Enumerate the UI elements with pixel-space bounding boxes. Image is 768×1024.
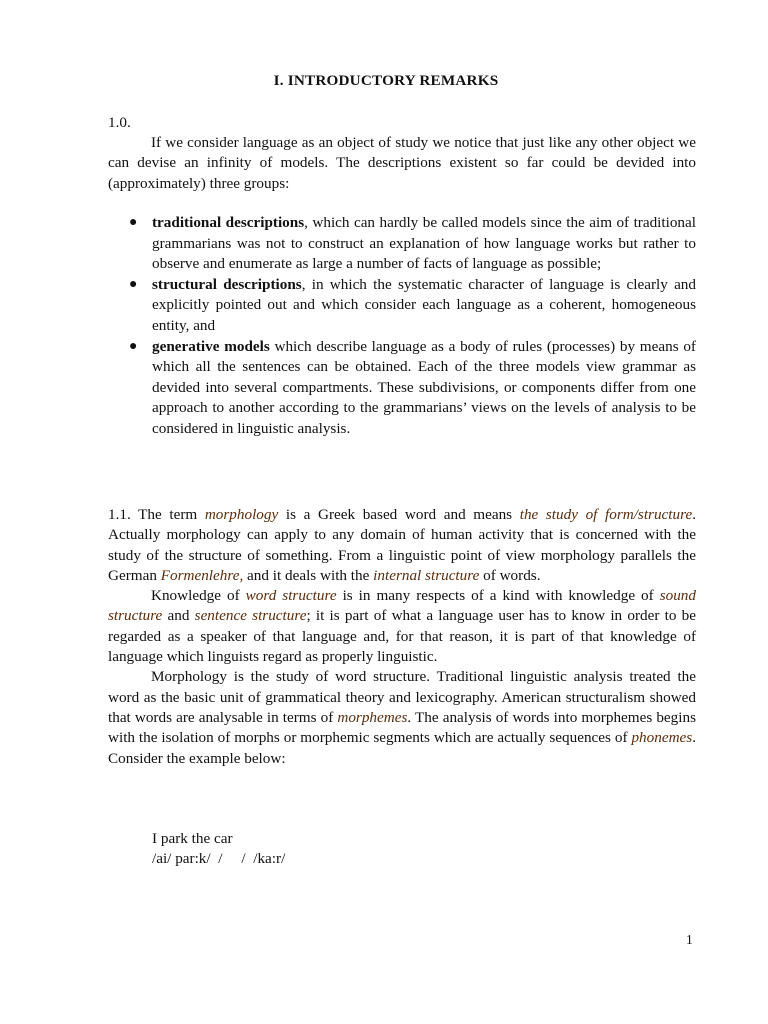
page-title bbox=[0, 72, 768, 90]
title-text: I. INTRODUCTORY REMARKS bbox=[273, 72, 499, 89]
model-groups-list bbox=[108, 213, 696, 440]
text-run: is in many respects of a kind with knowledge of bbox=[336, 587, 660, 605]
paragraph-1-1-c bbox=[108, 667, 696, 768]
text-run: . The analysis of words into morphemes begins with the isolation of morphs or morphemic segments which are actually sequences of bbox=[108, 708, 696, 747]
text-run: Knowledge of bbox=[151, 587, 246, 605]
italic-term: morphemes bbox=[337, 708, 408, 726]
italic-term: phonemes bbox=[631, 729, 693, 747]
text-run: . Actually morphology can apply to any domain of human activity that is concerned with the study of the structure of something. From a linguistic point of view morphology parallels the German bbox=[108, 506, 696, 584]
page-number: 1 bbox=[686, 932, 693, 947]
italic-term: the study of form/structure bbox=[519, 506, 693, 523]
section-1-1 bbox=[108, 505, 696, 769]
bullet-icon: ● bbox=[129, 276, 138, 292]
list-item-text: , which can hardly be called models since the aim of traditional grammarians was not to construct an explanation of how language works but rather to observe and enumerate as large a number of facts of language as possible; bbox=[152, 214, 696, 273]
list-item bbox=[108, 337, 696, 440]
italic-term: internal structure bbox=[373, 566, 480, 584]
paragraph-text: If we consider language as an object of study we notice that just like any other object we can devise an infinity of models. The descriptions existent so far could be devided into (approximately) three groups: bbox=[108, 134, 696, 192]
bullet-icon: ● bbox=[129, 215, 138, 230]
list-item-term: structural descriptions bbox=[152, 275, 302, 293]
text-run: and it deals with the bbox=[243, 566, 374, 584]
example-transcription: /ai/ par:k/ / / /ka:r/ bbox=[152, 850, 286, 867]
italic-term: sound structure bbox=[108, 587, 696, 625]
list-item bbox=[108, 275, 696, 337]
italic-term: morphology bbox=[204, 506, 279, 523]
section-number-1-0: 1.0. bbox=[108, 114, 131, 131]
list-item-term: traditional descriptions bbox=[152, 214, 305, 231]
text-run: and bbox=[162, 607, 195, 625]
italic-term: sentence structure bbox=[194, 607, 307, 625]
italic-term: word structure bbox=[245, 587, 337, 605]
text-run: of words. bbox=[479, 566, 541, 584]
text-run: 1.1. The term bbox=[108, 506, 205, 523]
paragraph-1-1-b bbox=[108, 586, 696, 667]
paragraph-1-1-a bbox=[108, 505, 696, 586]
list-item bbox=[108, 213, 696, 275]
list-item-term: generative models bbox=[152, 337, 270, 355]
text-run: . Consider the example below: bbox=[108, 729, 696, 767]
italic-term: Formenlehre, bbox=[160, 566, 244, 584]
text-run: is a Greek based word and means bbox=[278, 506, 520, 523]
text-run: Morphology is the study of word structure. Traditional linguistic analysis treated the word as the basic unit of grammatical theory and lexicography. American structuralism showed that words are analysable in terms of bbox=[108, 668, 696, 726]
list-item-text: , in which the systematic character of language is clearly and explicitly pointed out and which consider each language as a coherent, homogeneous entity, and bbox=[152, 275, 696, 334]
example-block bbox=[152, 829, 285, 869]
bullet-icon: ● bbox=[129, 338, 138, 354]
section-1-0-paragraph bbox=[108, 133, 696, 194]
example-sentence: I park the car bbox=[152, 830, 233, 847]
list-item-text: which describe language as a body of rules (processes) by means of which all the sentences can be obtained. Each of the three models view grammar as devided into several compartments. These subdivisions, or components differ from one approach to another according to the grammarians’ views on the levels of analysis to be considered in linguistic analysis. bbox=[152, 337, 696, 437]
text-run: ; it is part of what a language user has to know in order to be regarded as a speaker of that language and, for that reason, it is part of that knowledge of language which linguists regard as properly linguistic. bbox=[108, 607, 696, 666]
